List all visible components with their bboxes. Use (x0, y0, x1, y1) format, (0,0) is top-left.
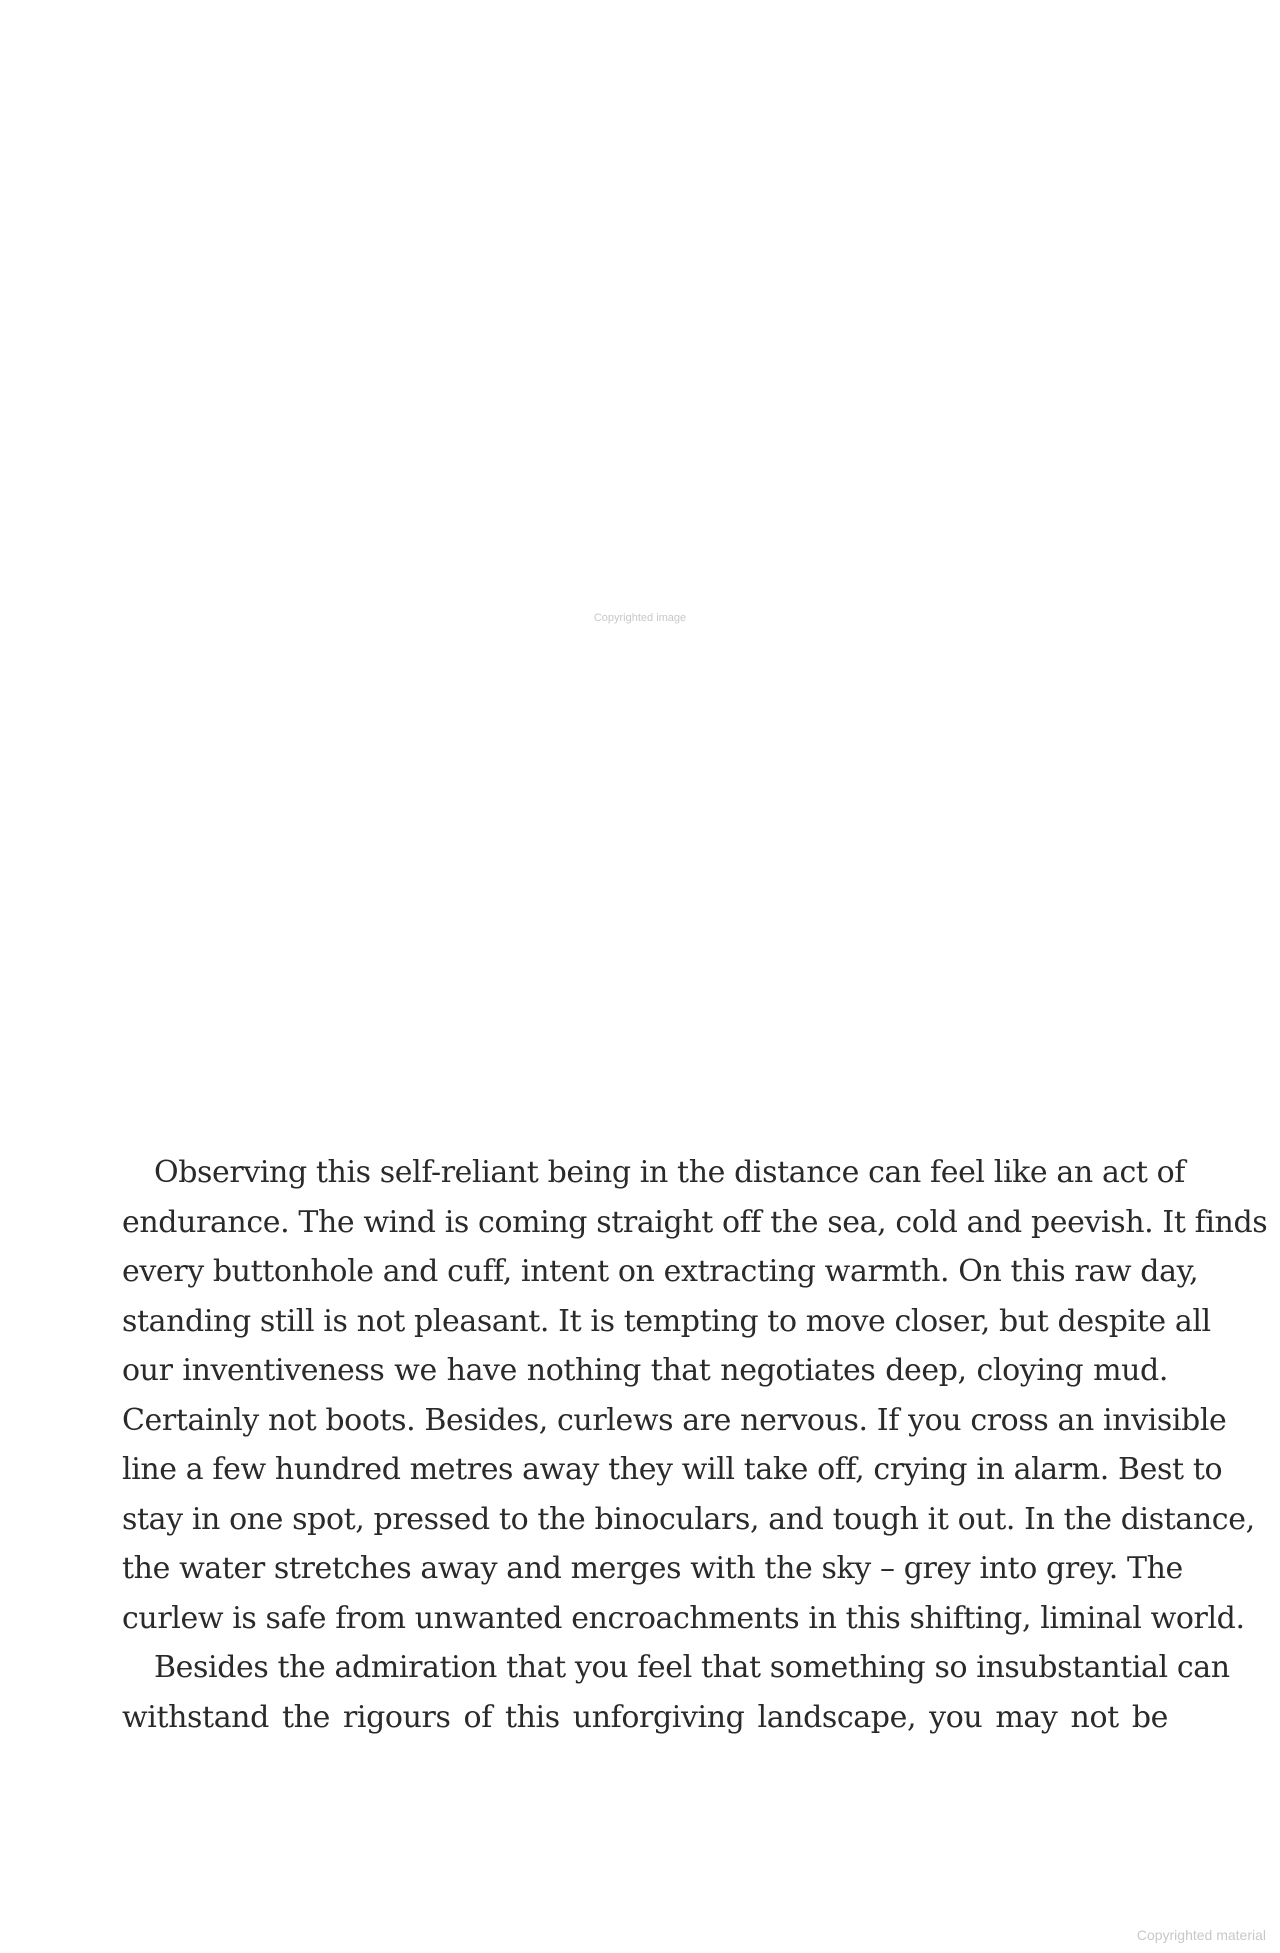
paragraph-line: withstand the rigours of this unforgiving landscape, you may not be (122, 1699, 1168, 1735)
paragraph-line: Besides the admiration that you feel that something so insubstantial can (154, 1650, 1230, 1685)
paragraph-line: endurance. The wind is coming straight off the sea, cold and peevish. It finds (122, 1204, 1268, 1240)
paragraph-line: line a few hundred metres away they will take off, crying in alarm. Best to (122, 1452, 1223, 1487)
paragraph-line: the water stretches away and merges with the sky – grey into grey. The (122, 1551, 1183, 1586)
image-caption: Copyrighted image (593, 612, 687, 624)
paragraph-line: our inventiveness we have nothing that negotiates deep, cloying mud. (122, 1353, 1168, 1388)
paragraph-line: every buttonhole and cuff, intent on extracting warmth. On this raw day, (122, 1254, 1199, 1289)
paragraph-line: Observing this self-reliant being in the distance can feel like an act of (154, 1155, 1186, 1190)
body-text (122, 1148, 1268, 1742)
paragraph-line: stay in one spot, pressed to the binoculars, and tough it out. In the distance, (122, 1501, 1255, 1537)
copyright-watermark: Copyrighted material (1136, 1927, 1266, 1943)
paragraph-line: standing still is not pleasant. It is tempting to move closer, but despite all (122, 1303, 1211, 1339)
paragraph-line: Certainly not boots. Besides, curlews are nervous. If you cross an invisible (122, 1402, 1227, 1438)
paragraph-line: curlew is safe from unwanted encroachments in this shifting, liminal world. (122, 1600, 1245, 1636)
